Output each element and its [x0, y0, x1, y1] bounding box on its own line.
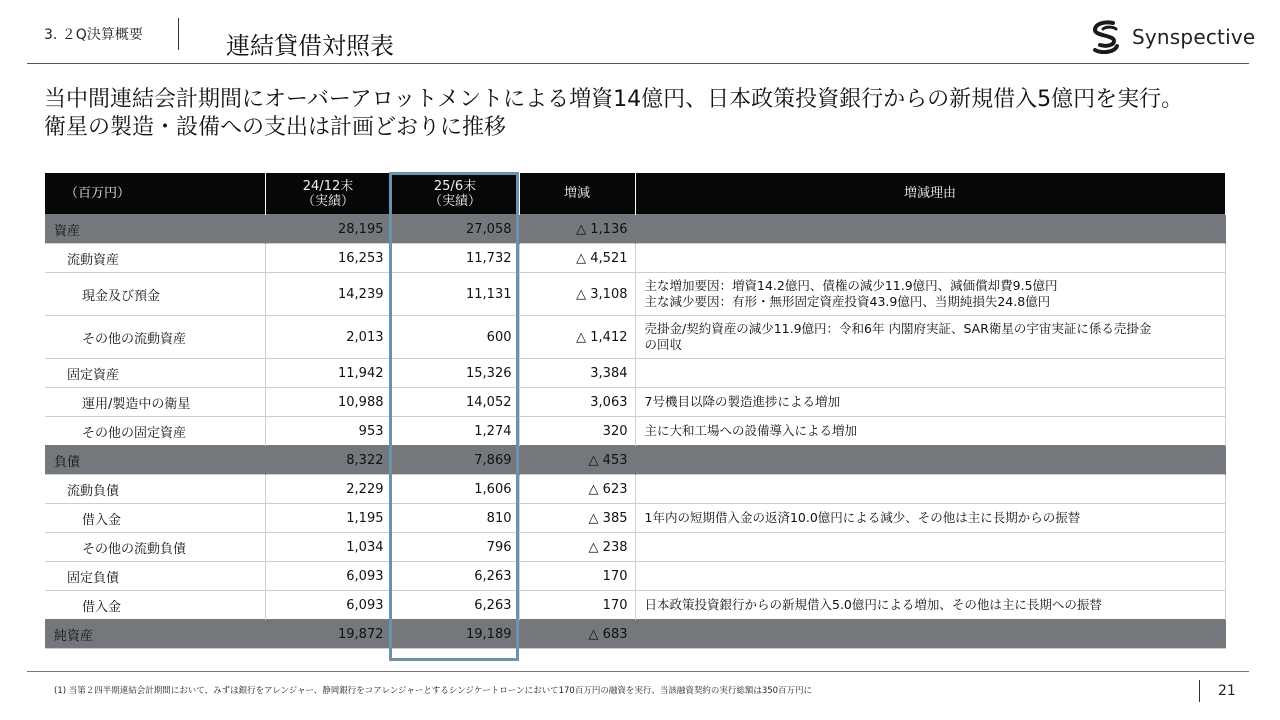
current-value: 11,732 — [391, 244, 519, 273]
reason-cell: 主に大和工場への設備導入による増加 — [635, 417, 1225, 446]
row-label: 現金及び預金 — [45, 273, 265, 316]
prior-value: 2,229 — [265, 475, 391, 504]
reason-line: 主な増加要因：増資14.2億円、債権の減少11.9億円、減価償却費9.5億円 — [644, 278, 1058, 293]
row-label: その他の流動負債 — [45, 533, 265, 562]
table-row — [45, 316, 1225, 359]
prior-value: 1,034 — [265, 533, 391, 562]
row-label: 純資産 — [45, 620, 265, 649]
reason-cell — [635, 446, 1225, 475]
current-period-label: 25/6末 — [433, 178, 477, 194]
header-divider — [178, 18, 179, 50]
page-title: 連結貸借対照表 — [226, 32, 394, 60]
row-label: 借入金 — [45, 504, 265, 533]
reason-cell — [635, 244, 1225, 273]
current-value: 600 — [391, 316, 519, 359]
table-row — [45, 591, 1225, 620]
prior-value: 10,988 — [265, 388, 391, 417]
row-label: 流動負債 — [45, 475, 265, 504]
reason-cell — [635, 215, 1225, 244]
prior-value: 2,013 — [265, 316, 391, 359]
change-value: 3,384 — [519, 359, 635, 388]
brand-logo — [1090, 20, 1255, 54]
change-value: △ 453 — [519, 446, 635, 475]
change-value: △ 238 — [519, 533, 635, 562]
table-header-row — [45, 173, 1225, 215]
table-row — [45, 273, 1225, 316]
prior-value: 1,195 — [265, 504, 391, 533]
change-value: △ 4,521 — [519, 244, 635, 273]
reason-cell — [635, 316, 1225, 359]
change-value: △ 385 — [519, 504, 635, 533]
change-value: △ 683 — [519, 620, 635, 649]
row-label: 資産 — [45, 215, 265, 244]
table-row — [45, 215, 1225, 244]
change-value: △ 3,108 — [519, 273, 635, 316]
footer-rule — [27, 671, 1249, 672]
table-row — [45, 533, 1225, 562]
reason-header: 増減理由 — [635, 173, 1225, 215]
brand-name: Synspective — [1132, 25, 1256, 49]
reason-line: 売掛金/契約資産の減少11.9億円：令和6年 内閣府実証、SAR衛星の宇宙実証に係る売掛金 — [644, 321, 1152, 336]
change-value: 320 — [519, 417, 635, 446]
change-value: 170 — [519, 562, 635, 591]
reason-cell — [635, 620, 1225, 649]
footer-divider — [1199, 680, 1200, 702]
table-row — [45, 446, 1225, 475]
table-row — [45, 562, 1225, 591]
table-row — [45, 620, 1225, 649]
synspective-s-logo-icon — [1090, 20, 1122, 54]
current-value: 810 — [391, 504, 519, 533]
change-value: △ 1,136 — [519, 215, 635, 244]
row-label: その他の固定資産 — [45, 417, 265, 446]
current-value: 19,189 — [391, 620, 519, 649]
reason-cell — [635, 273, 1225, 316]
current-value: 27,058 — [391, 215, 519, 244]
prior-value: 28,195 — [265, 215, 391, 244]
row-label: 負債 — [45, 446, 265, 475]
current-value: 6,263 — [391, 562, 519, 591]
current-period-sublabel: （実績） — [428, 193, 481, 209]
row-label: 運用/製造中の衛星 — [45, 388, 265, 417]
row-label: 固定負債 — [45, 562, 265, 591]
prior-period-label: 24/12末 — [302, 178, 354, 194]
current-value: 15,326 — [391, 359, 519, 388]
current-value: 1,606 — [391, 475, 519, 504]
page-number: 21 — [1218, 683, 1236, 699]
headline-line-2: 衛星の製造・設備への支出は計画どおりに推移 — [44, 115, 507, 140]
header-rule — [27, 63, 1249, 64]
prior-value: 953 — [265, 417, 391, 446]
unit-header: （百万円） — [45, 173, 265, 215]
prior-value: 19,872 — [265, 620, 391, 649]
change-header: 増減 — [519, 173, 635, 215]
current-period-header — [391, 173, 519, 215]
row-label: 流動資産 — [45, 244, 265, 273]
row-label: 固定資産 — [45, 359, 265, 388]
table-row — [45, 388, 1225, 417]
balance-sheet-table — [45, 173, 1226, 649]
reason-line: の回収 — [644, 337, 683, 352]
table-row — [45, 417, 1225, 446]
prior-value: 6,093 — [265, 562, 391, 591]
prior-period-sublabel: （実績） — [301, 193, 354, 209]
current-value: 11,131 — [391, 273, 519, 316]
footnote: (1) 当第２四半期連結会計期間において、みずほ銀行をアレンジャー、静岡銀行をコアレンジャーとするシンジケートローンにおいて170百万円の融資を実行、当該融資契約の実行総額は350百万円に — [54, 686, 813, 696]
prior-period-header — [265, 173, 391, 215]
reason-cell — [635, 533, 1225, 562]
reason-cell: 7号機目以降の製造進捗による増加 — [635, 388, 1225, 417]
headline — [44, 86, 1244, 142]
prior-value: 14,239 — [265, 273, 391, 316]
table-row — [45, 359, 1225, 388]
prior-value: 6,093 — [265, 591, 391, 620]
reason-line: 主な減少要因：有形・無形固定資産投資43.9億円、当期純損失24.8億円 — [644, 294, 1051, 309]
row-label: 借入金 — [45, 591, 265, 620]
prior-value: 11,942 — [265, 359, 391, 388]
table-row — [45, 475, 1225, 504]
change-value: △ 623 — [519, 475, 635, 504]
current-value: 1,274 — [391, 417, 519, 446]
reason-cell: 日本政策投資銀行からの新規借入5.0億円による増加、その他は主に長期への振替 — [635, 591, 1225, 620]
current-value: 7,869 — [391, 446, 519, 475]
current-value: 796 — [391, 533, 519, 562]
row-label: その他の流動資産 — [45, 316, 265, 359]
change-value: △ 1,412 — [519, 316, 635, 359]
change-value: 170 — [519, 591, 635, 620]
reason-cell — [635, 562, 1225, 591]
change-value: 3,063 — [519, 388, 635, 417]
reason-cell — [635, 475, 1225, 504]
reason-cell: 1年内の短期借入金の返済10.0億円による減少、その他は主に長期からの振替 — [635, 504, 1225, 533]
table-row — [45, 504, 1225, 533]
headline-line-1: 当中間連結会計期間にオーバーアロットメントによる増資14億円、日本政策投資銀行からの新規借入5億円を実行。 — [44, 87, 1184, 112]
current-value: 14,052 — [391, 388, 519, 417]
reason-cell — [635, 359, 1225, 388]
table-row — [45, 244, 1225, 273]
prior-value: 16,253 — [265, 244, 391, 273]
section-label: 3. ２Q決算概要 — [44, 27, 143, 43]
current-value: 6,263 — [391, 591, 519, 620]
prior-value: 8,322 — [265, 446, 391, 475]
